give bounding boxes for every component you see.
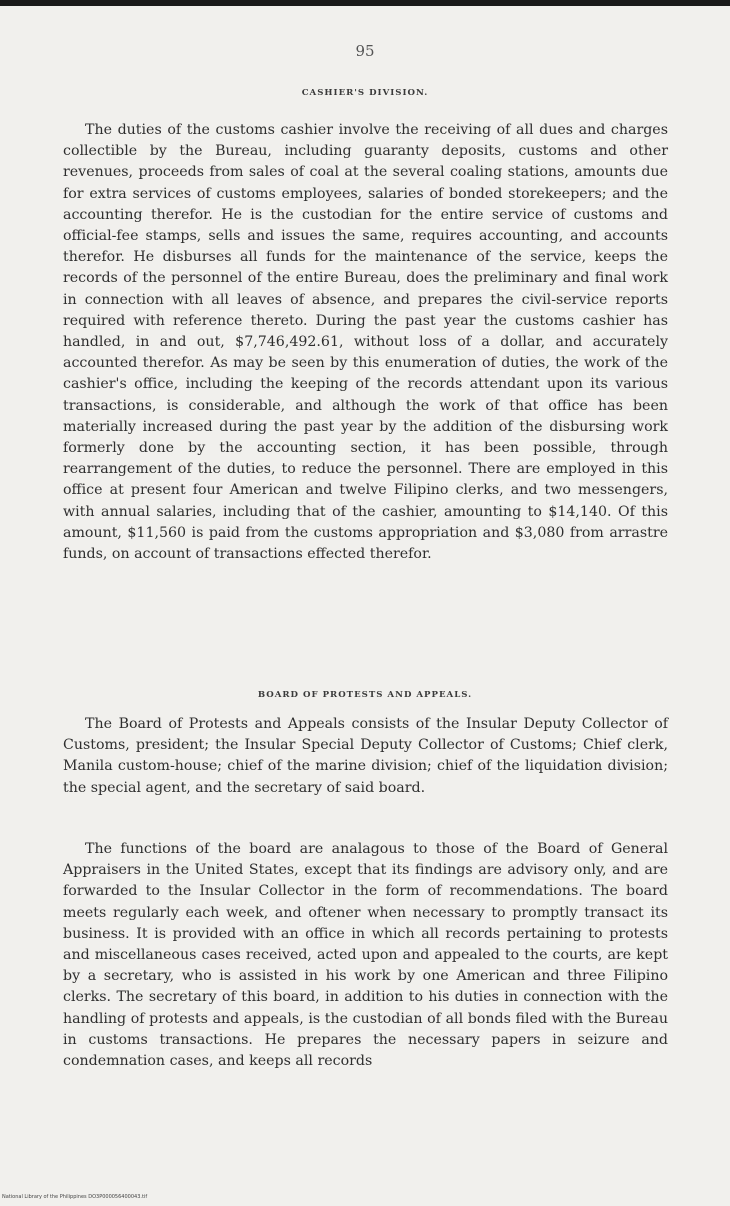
paragraph-board-functions: The functions of the board are analagous to those of the Board of General Appraisers in the United States, except that its findings are advisory only, and are forwarded to the Insular Collector in the form of recommendations. The board meets regularly each week, and oftener when necessary to promptly transact its business. It is provided with an office in which all records pertaining to protests and miscellaneous cases received, acted upon and appealed to the courts, are kept by a secretary, who is assisted in his work by one American and three Filipino clerks. The secretary of this board, in addition to his duties in connection with the handling of protests and appeals, is the custodian of all bonds filed with the Bureau in customs transactions. He prepares the necessary papers in seizure and condemnation cases, and keeps all records xyxy=(63,841,668,1070)
document-page xyxy=(0,6,730,1206)
paragraph-board-composition: The Board of Protests and Appeals consists of the Insular Deputy Collector of Customs, president; the Insular Special Deputy Collector of Customs; Chief clerk, Manila custom-house; chief of the marine division; chief of the liquidation division; the special agent, and the secretary of said board. xyxy=(63,716,668,796)
section-heading-cashiers-division: CASHIER'S DIVISION. xyxy=(301,88,429,98)
scan-footer-caption: National Library of the Philippines DO3P000056400043.tif xyxy=(2,1194,148,1200)
paragraph-cashier-duties: The duties of the customs cashier involve the receiving of all dues and charges collectible by the Bureau, including guaranty deposits, customs and other revenues, proceeds from sales of coal at the several coaling stations, amounts due for extra services of customs employees, salaries of bonded storekeepers; and the accounting therefor. He is the custodian for the entire service of customs and official-fee stamps, sells and issues the same, requires accounting, and accounts therefor. He disburses all funds for the maintenance of the service, keeps the records of the personnel of the entire Bureau, does the preliminary and final work in connection with all leaves of absence, and prepares the civil-service reports required with reference thereto. During the past year the customs cashier has handled, in and out, $7,746,492.61, without loss of a dollar, and accurately accounted therefor. As may be seen by this enumeration of duties, the work of the cashier's office, including the keeping of the records attendant upon its various transactions, is considerable, and although the work of that office has been materially increased during the past year by the addition of the disbursing work formerly done by the accounting section, it has been possible, through rearrangement of the duties, to reduce the personnel. There are employed in this office at present four American and twelve Filipino clerks, and two messengers, with annual salaries, including that of the cashier, amounting to $14,140. Of this amount, $11,560 is paid from the customs appropriation and $3,080 from arrastre funds, on account of transactions effected therefor. xyxy=(63,122,668,563)
page-number: 95 xyxy=(355,42,375,60)
section-heading-board-of-protests: BOARD OF PROTESTS AND APPEALS. xyxy=(257,690,473,700)
